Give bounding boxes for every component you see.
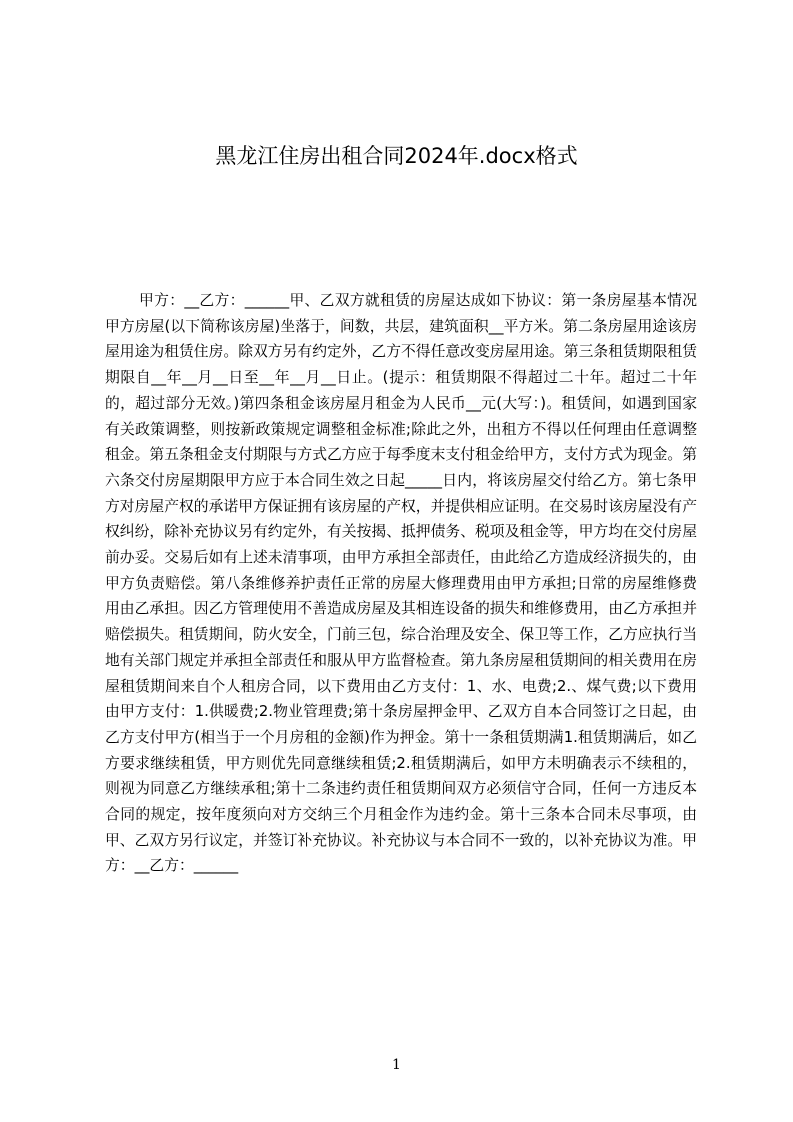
document-title: 黑龙江住房出租合同2024年.docx格式	[215, 144, 578, 168]
contract-body-paragraph: 甲方：__乙方：______甲、乙双方就租赁的房屋达成如下协议：第一条房屋基本情况甲方房屋(以下简称该房屋)坐落于，间数，共层，建筑面积__平方米。第二条房屋用途该房屋用途为租赁住房。除双方另有约定外，乙方不得任意改变房屋用途。第三条租赁期限租赁期限自__年__月__日至__年__月__日止。(提示：租赁期限不得超过二十年。超过二十年的，超过部分无效。)第四条租金该房屋月租金为人民币__元(大写：)。租赁间，如遇到国家有关政策调整，则按新政策规定调整租金标准;除此之外，出租方不得以任何理由任意调整租金。第五条租金支付期限与方式乙方应于每季度末支付租金给甲方，支付方式为现金。第六条交付房屋期限甲方应于本合同生效之日起_____日内，将该房屋交付给乙方。第七条甲方对房屋产权的承诺甲方保证拥有该房屋的产权，并提供相应证明。在交易时该房屋没有产权纠纷，除补充协议另有约定外，有关按揭、抵押债务、税项及租金等，甲方均在交付房屋前办妥。交易后如有上述未清事项，由甲方承担全部责任，由此给乙方造成经济损失的，由甲方负责赔偿。第八条维修养护责任正常的房屋大修理费用由甲方承担;日常的房屋维修费用由乙承担。因乙方管理使用不善造成房屋及其相连设备的损失和维修费用，由乙方承担并赔偿损失。租赁期间，防火安全，门前三包，综合治理及安全、保卫等工作，乙方应执行当地有关部门规定并承担全部责任和服从甲方监督检查。第九条房屋租赁期间的相关费用在房屋租赁期间来自个人租房合同，以下费用由乙方支付：1、水、电费;2.、煤气费;以下费用由甲方支付：1.供暖费;2.物业管理费;第十条房屋押金甲、乙双方自本合同签订之日起，由乙方支付甲方(相当于一个月房租的金额)作为押金。第十一条租赁期满1.租赁期满后，如乙方要求继续租赁，甲方则优先同意继续租赁;2.租赁期满后，如甲方未明确表示不续租的，则视为同意乙方继续承租;第十二条违约责任租赁期间双方必须信守合同，任何一方违反本合同的规定，按年度须向对方交纳三个月租金作为违约金。第十三条本合同未尽事项，由甲、乙双方另行议定，并签订补充协议。补充协议与本合同不一致的，以补充协议为准。甲方：__乙方：______	[105, 292, 697, 875]
page-number: 1	[392, 1057, 401, 1073]
